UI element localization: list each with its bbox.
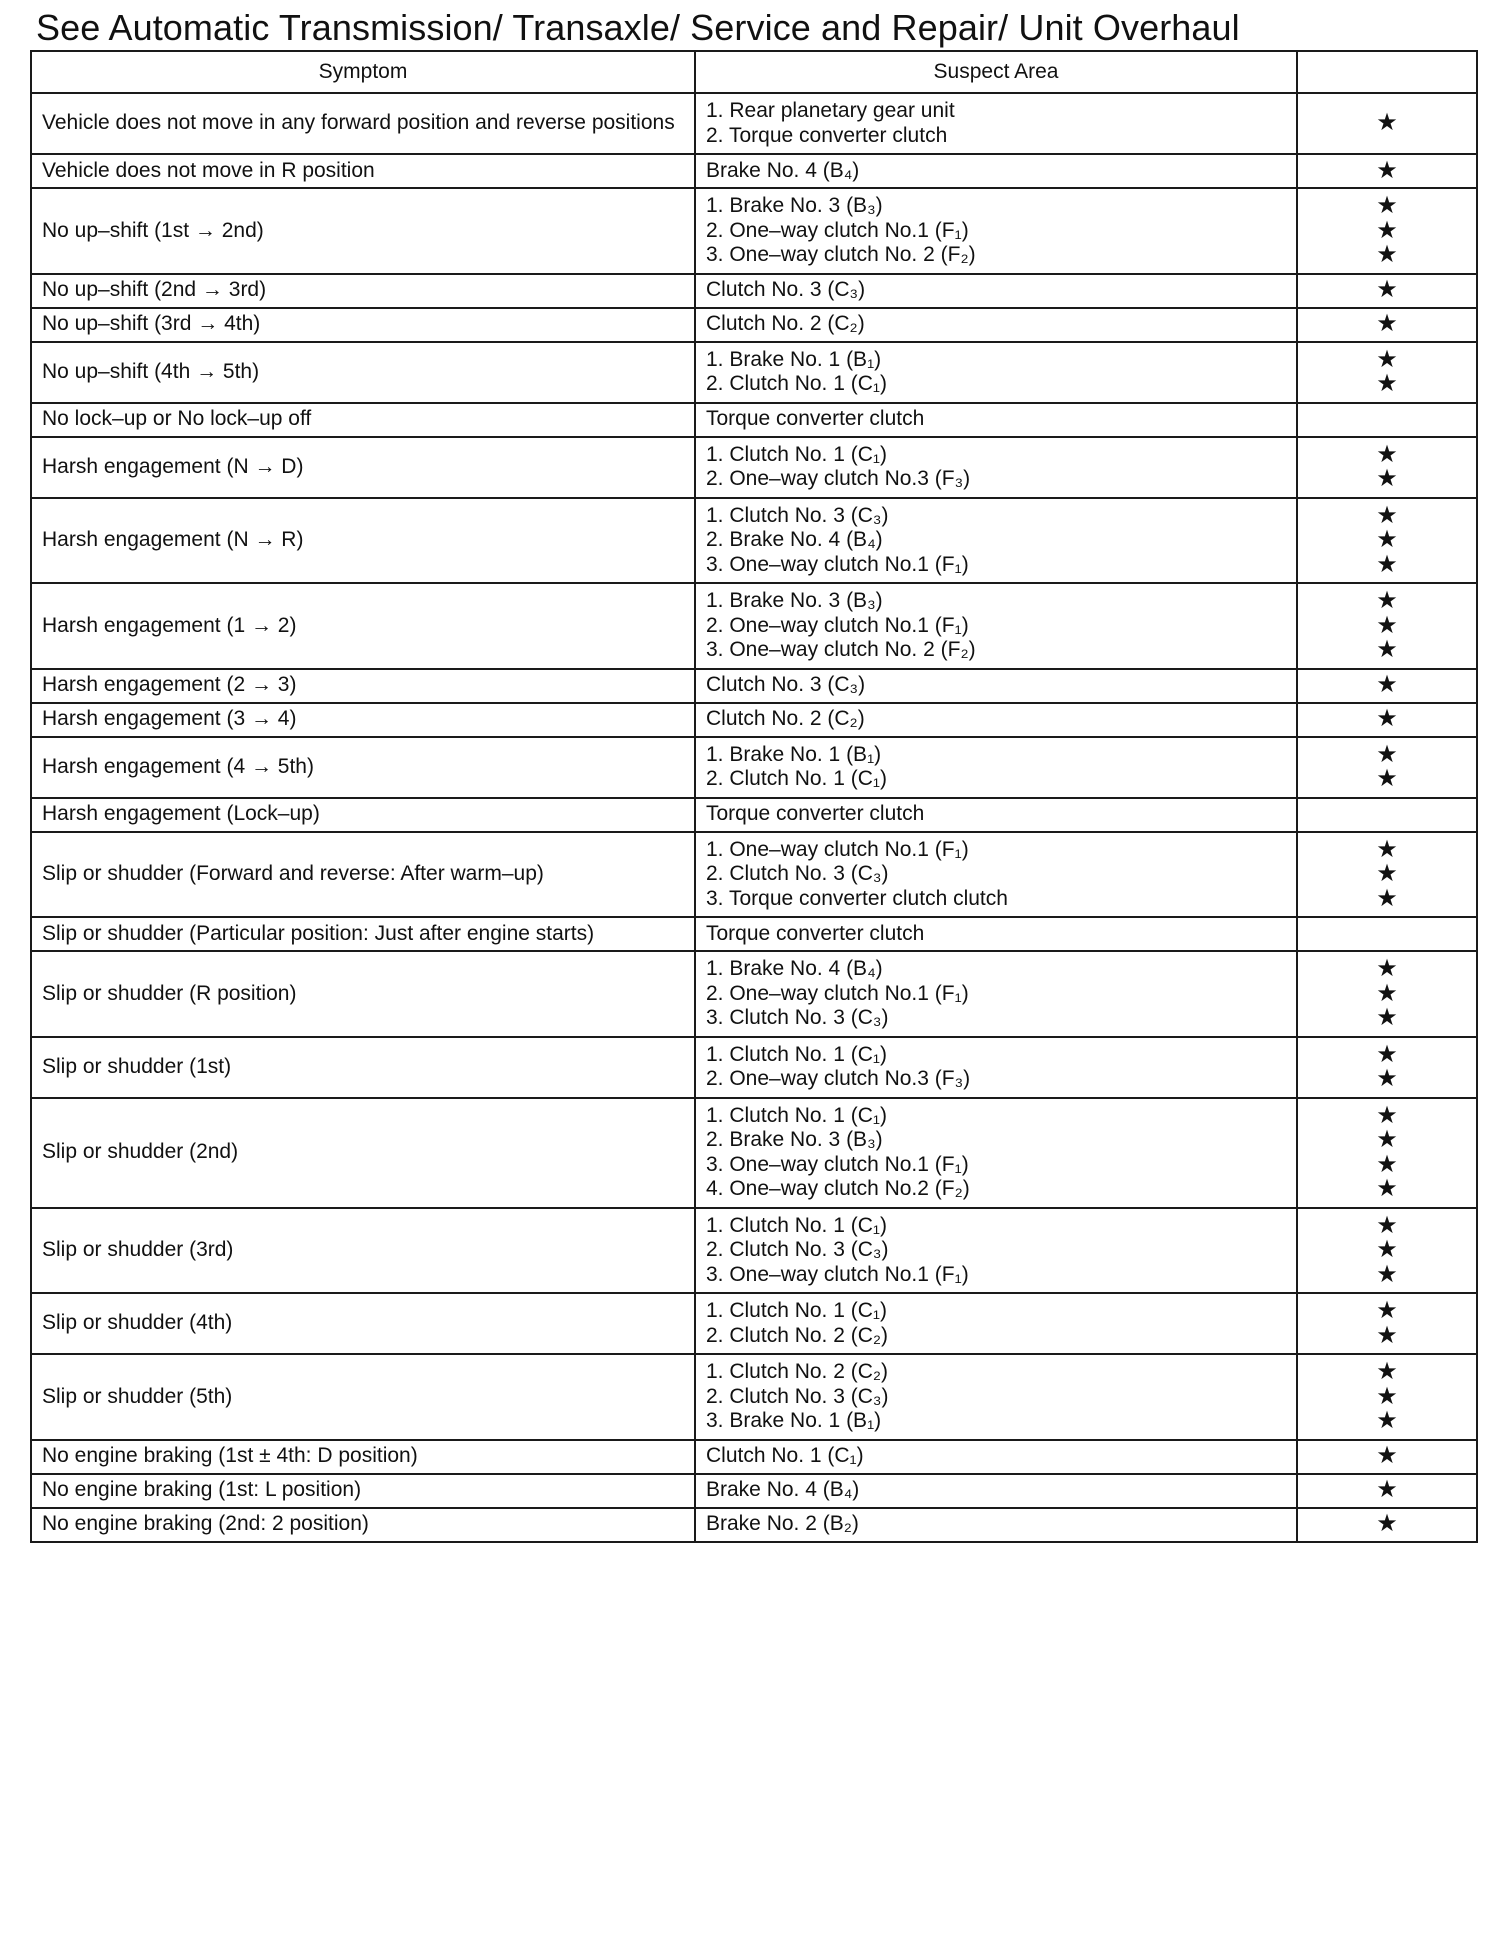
suspect-area-item: Clutch No. 3 (C₃) xyxy=(706,278,866,302)
table-row xyxy=(31,1474,1477,1508)
suspect-area-cell xyxy=(695,1508,1297,1542)
marker-cell xyxy=(1297,832,1477,918)
table-row xyxy=(31,188,1477,274)
marker-cell xyxy=(1297,93,1477,154)
suspect-area-item: 3. One–way clutch No.1 (F₁) xyxy=(706,552,969,576)
header-suspect-area: Suspect Area xyxy=(695,51,1297,93)
symptom-cell: Slip or shudder (2nd) xyxy=(31,1098,695,1208)
star-icon: ★ xyxy=(1376,705,1398,733)
star-icon: ★ xyxy=(1376,671,1398,699)
suspect-area-item: 1. Clutch No. 3 (C₃) xyxy=(706,503,889,527)
suspect-area-item: 3. Clutch No. 3 (C₃) xyxy=(706,1006,889,1029)
suspect-area-item: 3. Torque converter clutch clutch xyxy=(706,886,1008,910)
symptom-cell: No engine braking (1st: L position) xyxy=(31,1474,695,1508)
star-icon: ★ xyxy=(1376,611,1398,639)
marker-cell xyxy=(1297,1098,1477,1208)
marker-cell xyxy=(1297,703,1477,737)
table-row xyxy=(31,1354,1477,1440)
suspect-area-item: 3. Brake No. 1 (B₁) xyxy=(706,1409,882,1432)
table-row xyxy=(31,583,1477,669)
suspect-area-item: 2. One–way clutch No.1 (F₁) xyxy=(706,218,969,242)
suspect-area-cell xyxy=(695,832,1297,918)
marker-cell xyxy=(1297,1293,1477,1354)
star-icon: ★ xyxy=(1376,216,1398,244)
suspect-area-item: Clutch No. 1 (C₁) xyxy=(706,1444,864,1468)
star-icon: ★ xyxy=(1376,276,1398,304)
marker-cell xyxy=(1297,737,1477,798)
star-icon: ★ xyxy=(1376,1297,1398,1324)
suspect-area-item: 2. One–way clutch No.3 (F₃) xyxy=(706,467,971,490)
suspect-area-cell xyxy=(695,583,1297,669)
suspect-area-cell xyxy=(695,1208,1297,1294)
table-row xyxy=(31,1098,1477,1208)
suspect-area-cell xyxy=(695,669,1297,703)
suspect-area-cell xyxy=(695,1474,1297,1508)
marker-cell xyxy=(1297,583,1477,669)
symptom-cell: Slip or shudder (R position) xyxy=(31,951,695,1037)
suspect-area-cell xyxy=(695,342,1297,403)
table-row xyxy=(31,93,1477,154)
page-title: See Automatic Transmission/ Transaxle/ Service and Repair/ Unit Overhaul xyxy=(36,7,1240,48)
suspect-area-item: 1. Clutch No. 2 (C₂) xyxy=(706,1360,889,1383)
star-icon: ★ xyxy=(1376,550,1398,578)
star-icon: ★ xyxy=(1376,440,1398,468)
suspect-area-item: 2. Clutch No. 1 (C₁) xyxy=(706,767,887,790)
table-row xyxy=(31,1508,1477,1542)
suspect-area-item: 3. One–way clutch No.1 (F₁) xyxy=(706,1262,969,1286)
star-icon: ★ xyxy=(1376,1236,1398,1263)
star-icon: ★ xyxy=(1376,835,1398,863)
star-icon: ★ xyxy=(1376,587,1398,614)
suspect-area-cell xyxy=(695,498,1297,584)
suspect-area-item: 2. One–way clutch No.3 (F₃) xyxy=(706,1067,971,1090)
suspect-area-item: Torque converter clutch xyxy=(706,407,925,431)
suspect-area-item: Torque converter clutch xyxy=(706,802,925,826)
suspect-area-item: 1. Brake No. 3 (B₃) xyxy=(706,589,883,612)
suspect-area-item: Brake No. 4 (B₄) xyxy=(706,1478,860,1502)
suspect-area-cell xyxy=(695,1354,1297,1440)
star-icon: ★ xyxy=(1376,501,1398,529)
star-icon: ★ xyxy=(1376,765,1398,792)
symptom-cell: Harsh engagement (N → D) xyxy=(31,437,695,498)
table-row xyxy=(31,1037,1477,1098)
symptom-cell: Slip or shudder (Forward and reverse: After warm–up) xyxy=(31,832,695,918)
symptom-cell: No up–shift (3rd → 4th) xyxy=(31,308,695,342)
symptom-cell: No up–shift (4th → 5th) xyxy=(31,342,695,403)
marker-cell xyxy=(1297,1508,1477,1542)
star-icon: ★ xyxy=(1376,860,1398,887)
marker-cell xyxy=(1297,669,1477,703)
star-icon: ★ xyxy=(1376,1004,1398,1031)
suspect-area-item: Torque converter clutch xyxy=(706,921,925,945)
table-row xyxy=(31,308,1477,342)
suspect-area-item: 2. Brake No. 4 (B₄) xyxy=(706,528,883,551)
suspect-area-item: 1. Clutch No. 1 (C₁) xyxy=(706,1299,887,1322)
marker-cell xyxy=(1297,274,1477,308)
symptom-cell: Harsh engagement (2 → 3) xyxy=(31,669,695,703)
table-row xyxy=(31,669,1477,703)
marker-cell xyxy=(1297,798,1477,832)
star-icon: ★ xyxy=(1376,636,1398,663)
star-icon: ★ xyxy=(1376,1260,1398,1288)
marker-cell xyxy=(1297,498,1477,584)
marker-cell xyxy=(1297,188,1477,274)
suspect-area-item: 1. Brake No. 1 (B₁) xyxy=(706,347,882,371)
star-icon: ★ xyxy=(1376,1321,1398,1349)
symptom-cell: No lock–up or No lock–up off xyxy=(31,403,695,437)
marker-cell xyxy=(1297,342,1477,403)
suspect-area-item: Brake No. 2 (B₂) xyxy=(706,1512,859,1536)
star-icon: ★ xyxy=(1376,884,1398,912)
diagnosis-table xyxy=(30,50,1478,1543)
suspect-area-item: 1. Clutch No. 1 (C₁) xyxy=(706,1103,887,1127)
suspect-area-item: 2. Brake No. 3 (B₃) xyxy=(706,1128,883,1151)
marker-cell xyxy=(1297,951,1477,1037)
star-icon: ★ xyxy=(1376,241,1398,268)
symptom-cell: Slip or shudder (3rd) xyxy=(31,1208,695,1294)
header-symptom: Symptom xyxy=(31,51,695,93)
table-row xyxy=(31,917,1477,951)
star-icon: ★ xyxy=(1376,1510,1398,1538)
symptom-cell: No up–shift (1st → 2nd) xyxy=(31,188,695,274)
star-icon: ★ xyxy=(1376,345,1398,373)
star-icon: ★ xyxy=(1376,192,1398,219)
suspect-area-cell xyxy=(695,1098,1297,1208)
table-row xyxy=(31,798,1477,832)
star-icon: ★ xyxy=(1376,740,1398,768)
suspect-area-item: Clutch No. 2 (C₂) xyxy=(706,312,865,336)
table-row xyxy=(31,403,1477,437)
star-icon: ★ xyxy=(1376,370,1398,397)
table-row xyxy=(31,832,1477,918)
symptom-cell: Vehicle does not move in any forward position and reverse positions xyxy=(31,93,695,154)
marker-cell xyxy=(1297,1037,1477,1098)
suspect-area-item: 1. Clutch No. 1 (C₁) xyxy=(706,442,887,466)
star-icon: ★ xyxy=(1376,955,1398,982)
suspect-area-item: 3. One–way clutch No.1 (F₁) xyxy=(706,1152,969,1176)
marker-cell xyxy=(1297,1208,1477,1294)
table-row xyxy=(31,498,1477,584)
suspect-area-item: Clutch No. 3 (C₃) xyxy=(706,673,866,697)
table-row xyxy=(31,703,1477,737)
suspect-area-item: 2. Clutch No. 3 (C₃) xyxy=(706,862,889,885)
star-icon: ★ xyxy=(1376,1040,1398,1068)
marker-cell xyxy=(1297,154,1477,188)
marker-cell xyxy=(1297,403,1477,437)
marker-cell xyxy=(1297,308,1477,342)
marker-cell xyxy=(1297,917,1477,951)
suspect-area-cell xyxy=(695,154,1297,188)
symptom-cell: No engine braking (1st ± 4th: D position) xyxy=(31,1440,695,1474)
table-header-row xyxy=(31,51,1477,93)
suspect-area-item: 1. Brake No. 3 (B₃) xyxy=(706,194,883,217)
table-row xyxy=(31,154,1477,188)
star-icon: ★ xyxy=(1376,526,1398,553)
star-icon: ★ xyxy=(1376,1211,1398,1239)
suspect-area-item: 1. Brake No. 1 (B₁) xyxy=(706,742,882,766)
table-row xyxy=(31,1440,1477,1474)
symptom-cell: Harsh engagement (1 → 2) xyxy=(31,583,695,669)
suspect-area-cell xyxy=(695,798,1297,832)
header-marker xyxy=(1297,51,1477,93)
suspect-area-cell xyxy=(695,403,1297,437)
table-row xyxy=(31,951,1477,1037)
symptom-cell: No up–shift (2nd → 3rd) xyxy=(31,274,695,308)
suspect-area-item: Clutch No. 2 (C₂) xyxy=(706,707,865,731)
symptom-cell: Vehicle does not move in R position xyxy=(31,154,695,188)
symptom-cell: No engine braking (2nd: 2 position) xyxy=(31,1508,695,1542)
star-icon: ★ xyxy=(1376,465,1398,492)
star-icon: ★ xyxy=(1376,1065,1398,1092)
marker-cell xyxy=(1297,1354,1477,1440)
suspect-area-cell xyxy=(695,703,1297,737)
suspect-area-cell xyxy=(695,188,1297,274)
symptom-cell: Harsh engagement (4 → 5th) xyxy=(31,737,695,798)
symptom-cell: Slip or shudder (5th) xyxy=(31,1354,695,1440)
suspect-area-cell xyxy=(695,437,1297,498)
suspect-area-item: 1. One–way clutch No.1 (F₁) xyxy=(706,837,969,861)
suspect-area-item: 2. Clutch No. 3 (C₃) xyxy=(706,1238,889,1261)
marker-cell xyxy=(1297,1474,1477,1508)
marker-cell xyxy=(1297,437,1477,498)
table-row xyxy=(31,437,1477,498)
suspect-area-item: 2. One–way clutch No.1 (F₁) xyxy=(706,981,969,1005)
symptom-cell: Harsh engagement (3 → 4) xyxy=(31,703,695,737)
suspect-area-item: 3. One–way clutch No. 2 (F₂) xyxy=(706,638,976,661)
symptom-cell: Slip or shudder (Particular position: Just after engine starts) xyxy=(31,917,695,951)
suspect-area-item: 2. One–way clutch No.1 (F₁) xyxy=(706,613,969,637)
symptom-cell: Harsh engagement (Lock–up) xyxy=(31,798,695,832)
star-icon: ★ xyxy=(1376,1382,1398,1410)
star-icon: ★ xyxy=(1376,1101,1398,1129)
star-icon: ★ xyxy=(1376,109,1398,137)
suspect-area-item: 1. Brake No. 4 (B₄) xyxy=(706,957,883,980)
star-icon: ★ xyxy=(1376,1476,1398,1504)
symptom-cell: Slip or shudder (1st) xyxy=(31,1037,695,1098)
table-row xyxy=(31,1293,1477,1354)
suspect-area-item: 2. Clutch No. 1 (C₁) xyxy=(706,372,887,395)
suspect-area-cell xyxy=(695,917,1297,951)
suspect-area-item: 3. One–way clutch No. 2 (F₂) xyxy=(706,243,976,266)
suspect-area-cell xyxy=(695,1293,1297,1354)
table-row xyxy=(31,737,1477,798)
table-body xyxy=(31,93,1477,1542)
suspect-area-cell xyxy=(695,93,1297,154)
suspect-area-cell xyxy=(695,1440,1297,1474)
suspect-area-item: 2. Clutch No. 3 (C₃) xyxy=(706,1384,889,1408)
suspect-area-item: 4. One–way clutch No.2 (F₂) xyxy=(706,1177,970,1200)
suspect-area-item: 2. Clutch No. 2 (C₂) xyxy=(706,1323,889,1347)
suspect-area-cell xyxy=(695,1037,1297,1098)
star-icon: ★ xyxy=(1376,1407,1398,1434)
suspect-area-item: 1. Clutch No. 1 (C₁) xyxy=(706,1213,887,1237)
star-icon: ★ xyxy=(1376,1126,1398,1153)
star-icon: ★ xyxy=(1376,1175,1398,1202)
suspect-area-item: 1. Rear planetary gear unit xyxy=(706,99,955,122)
suspect-area-item: 2. Torque converter clutch xyxy=(706,123,948,147)
suspect-area-item: 1. Clutch No. 1 (C₁) xyxy=(706,1042,887,1066)
suspect-area-cell xyxy=(695,274,1297,308)
star-icon: ★ xyxy=(1376,1442,1398,1470)
table-row xyxy=(31,1208,1477,1294)
star-icon: ★ xyxy=(1376,1358,1398,1385)
symptom-cell: Slip or shudder (4th) xyxy=(31,1293,695,1354)
star-icon: ★ xyxy=(1376,156,1398,184)
table-row xyxy=(31,274,1477,308)
marker-cell xyxy=(1297,1440,1477,1474)
table-row xyxy=(31,342,1477,403)
suspect-area-item: Brake No. 4 (B₄) xyxy=(706,158,860,182)
star-icon: ★ xyxy=(1376,1150,1398,1178)
suspect-area-cell xyxy=(695,951,1297,1037)
suspect-area-cell xyxy=(695,308,1297,342)
symptom-cell: Harsh engagement (N → R) xyxy=(31,498,695,584)
star-icon: ★ xyxy=(1376,310,1398,338)
star-icon: ★ xyxy=(1376,979,1398,1007)
suspect-area-cell xyxy=(695,737,1297,798)
